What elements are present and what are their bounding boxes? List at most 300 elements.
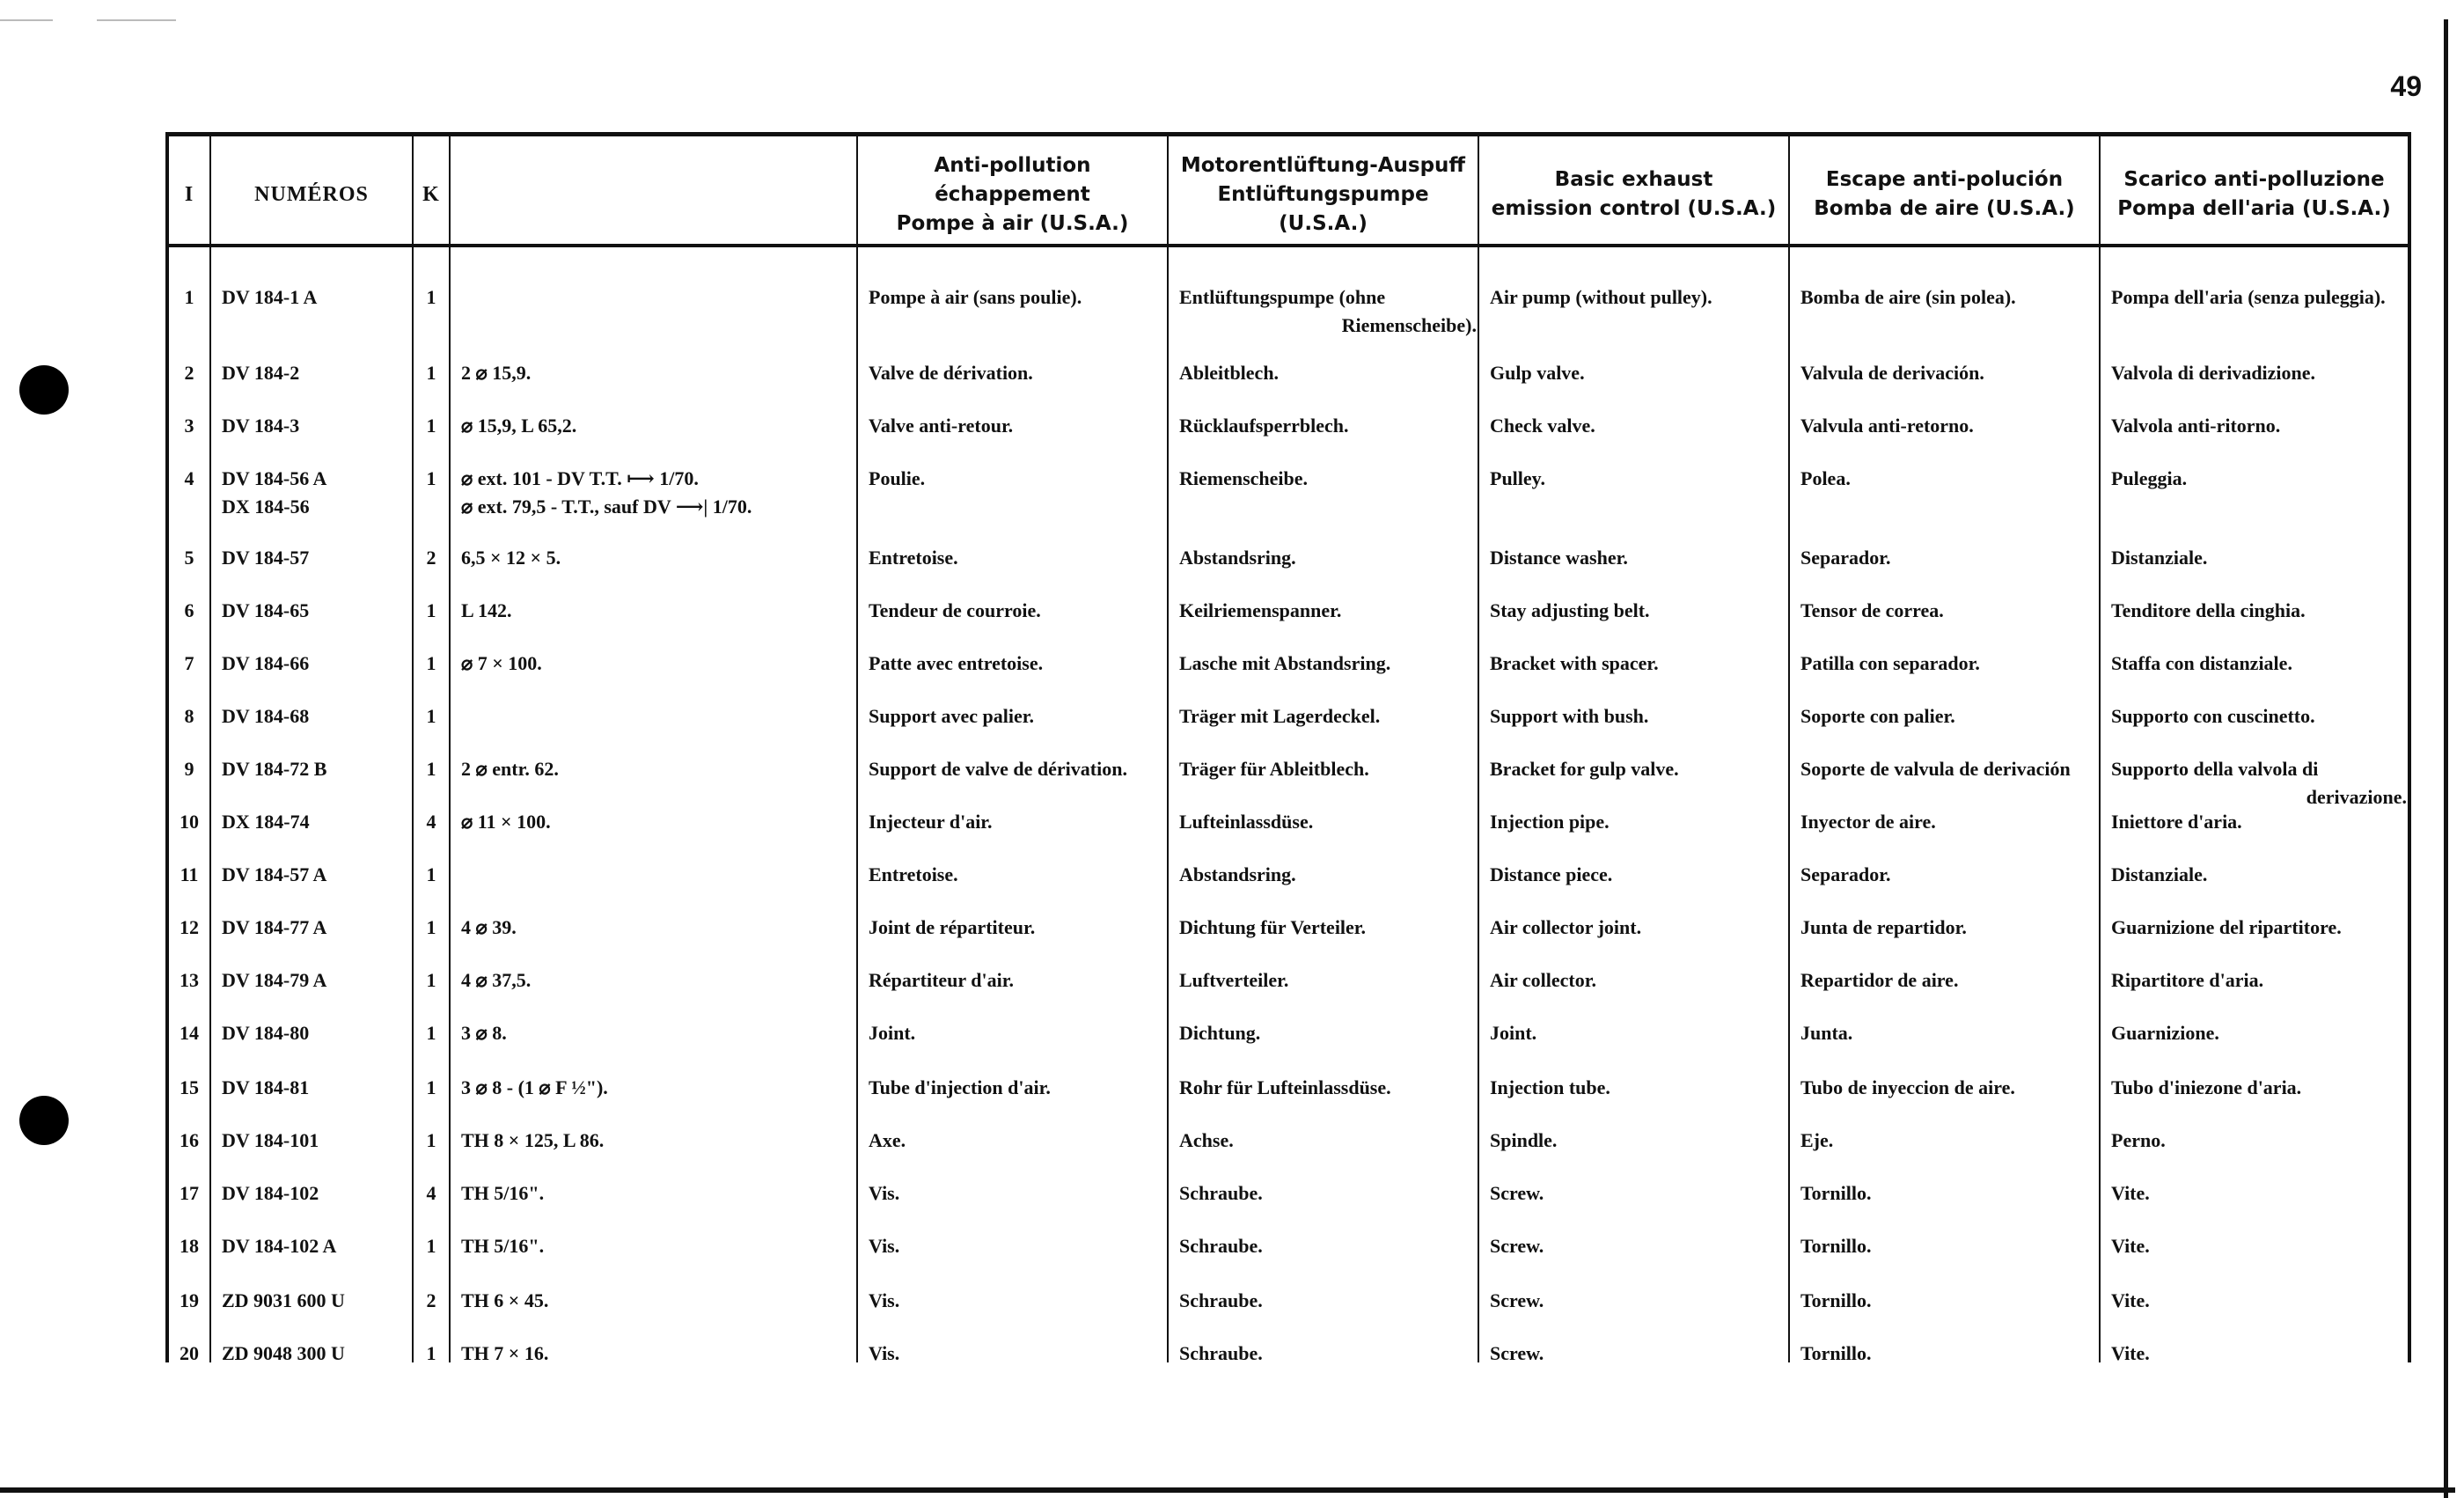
row-german — [1179, 808, 1477, 836]
row-english-text: Pulley. — [1490, 467, 1545, 489]
row-quantity — [414, 544, 449, 572]
row-italian — [2111, 755, 2407, 811]
row-spanish-text: Repartidor de aire. — [1800, 969, 1959, 991]
row-index-text: 7 — [184, 652, 194, 674]
row-part-number — [222, 650, 410, 678]
row-index — [169, 808, 209, 836]
row-index — [169, 1340, 209, 1368]
row-part-number — [222, 1340, 410, 1368]
row-quantity-text: 4 — [426, 1182, 436, 1204]
row-italian — [2111, 702, 2407, 731]
page-edge — [2444, 19, 2448, 1498]
row-index-text: 13 — [180, 969, 199, 991]
row-german-text: Rücklaufsperrblech. — [1179, 415, 1349, 437]
row-english — [1490, 1019, 1787, 1047]
row-english-text: Air collector. — [1490, 969, 1596, 991]
row-spanish-text: Separador. — [1800, 863, 1891, 885]
header-index: I — [184, 182, 194, 206]
row-quantity — [414, 1340, 449, 1368]
row-specification — [461, 412, 855, 440]
row-spanish-text: Bomba de aire (sin polea). — [1800, 286, 2016, 308]
row-part-number-text: DV 184-101 — [222, 1129, 319, 1151]
row-index — [169, 1232, 209, 1260]
table-row — [169, 966, 2408, 1016]
row-german-text: Lasche mit Abstandsring. — [1179, 652, 1391, 674]
row-quantity-text: 1 — [426, 1022, 436, 1044]
row-specification-text: 3 ⌀ 8. — [461, 1022, 507, 1044]
header-english: Basic exhaust emission control (U.S.A.) — [1491, 168, 1777, 220]
row-quantity — [414, 1019, 449, 1047]
row-specification-text: TH 6 × 45. — [461, 1289, 549, 1311]
row-part-number-text: DV 184-68 — [222, 705, 310, 727]
row-german — [1179, 1340, 1477, 1368]
row-french — [869, 597, 1166, 625]
row-part-number-text: DV 184-80 — [222, 1022, 310, 1044]
row-french — [869, 359, 1166, 387]
row-italian-text: Distanziale. — [2111, 547, 2208, 569]
row-english — [1490, 465, 1787, 493]
row-specification-text: TH 5/16". — [461, 1235, 545, 1257]
row-part-number-text: DV 184-3 — [222, 415, 300, 437]
row-spanish — [1800, 755, 2098, 783]
row-spanish — [1800, 1232, 2098, 1260]
row-part-number — [222, 702, 410, 731]
row-french — [869, 914, 1166, 942]
row-specification-text: ⌀ 11 × 100. — [461, 811, 551, 833]
row-italian-text: Vite. — [2111, 1289, 2150, 1311]
row-index-text: 6 — [184, 599, 194, 621]
row-quantity — [414, 1074, 449, 1102]
punch-hole — [19, 1096, 69, 1145]
row-index-text: 15 — [180, 1076, 199, 1098]
row-english — [1490, 544, 1787, 572]
row-german — [1179, 966, 1477, 995]
row-specification-text: 2 ⌀ 15,9. — [461, 362, 532, 384]
row-french — [869, 1287, 1166, 1315]
table-row — [169, 861, 2408, 910]
row-spanish-text: Valvula anti-retorno. — [1800, 415, 1974, 437]
row-french — [869, 861, 1166, 889]
row-english — [1490, 914, 1787, 942]
row-german-text: Schraube. — [1179, 1235, 1263, 1257]
row-quantity-text: 1 — [426, 1235, 436, 1257]
row-specification-text: 6,5 × 12 × 5. — [461, 547, 561, 569]
row-part-number-text: DV 184-72 B — [222, 758, 327, 780]
row-english-text: Joint. — [1490, 1022, 1537, 1044]
row-index-text: 2 — [184, 362, 194, 384]
row-index-text: 4 — [184, 467, 194, 489]
row-part-number-text: DV 184-57 — [222, 547, 310, 569]
row-quantity — [414, 283, 449, 312]
row-italian — [2111, 650, 2407, 678]
row-part-number — [222, 861, 410, 889]
row-spanish-text: Tornillo. — [1800, 1235, 1872, 1257]
row-german-text: Rohr für Lufteinlassdüse. — [1179, 1076, 1391, 1098]
row-english — [1490, 1287, 1787, 1315]
row-french-text: Vis. — [869, 1235, 900, 1257]
row-french — [869, 1179, 1166, 1208]
row-index-text: 1 — [184, 286, 194, 308]
table-row — [169, 1019, 2408, 1068]
row-italian — [2111, 1340, 2407, 1368]
row-italian-continuation: derivazione. — [2306, 786, 2407, 808]
row-part-number-text: DV 184-1 A — [222, 286, 318, 308]
row-french — [869, 1019, 1166, 1047]
row-specification-text: 3 ⌀ 8 - (1 ⌀ F ½"). — [461, 1076, 608, 1098]
table-row — [169, 808, 2408, 857]
row-italian — [2111, 1074, 2407, 1102]
row-english — [1490, 1179, 1787, 1208]
row-spanish-text: Polea. — [1800, 467, 1851, 489]
row-quantity-text: 1 — [426, 969, 436, 991]
row-french-text: Répartiteur d'air. — [869, 969, 1014, 991]
row-specification — [461, 597, 855, 625]
row-german-text: Dichtung für Verteiler. — [1179, 916, 1367, 938]
row-english — [1490, 1340, 1787, 1368]
row-spanish — [1800, 359, 2098, 387]
row-part-number-text: DV 184-81 — [222, 1076, 310, 1098]
row-quantity-text: 1 — [426, 599, 436, 621]
row-spanish — [1800, 702, 2098, 731]
row-part-number — [222, 966, 410, 995]
row-spanish — [1800, 544, 2098, 572]
row-index-text: 20 — [180, 1342, 199, 1364]
row-german-text: Entlüftungspumpe (ohne — [1179, 286, 1386, 308]
row-index — [169, 861, 209, 889]
row-quantity-text: 1 — [426, 652, 436, 674]
row-index-text: 9 — [184, 758, 194, 780]
row-index — [169, 1127, 209, 1155]
page-number: 49 — [2390, 70, 2422, 102]
row-index-text: 12 — [180, 916, 199, 938]
row-part-number — [222, 914, 410, 942]
row-index — [169, 412, 209, 440]
row-french-text: Injecteur d'air. — [869, 811, 993, 833]
row-index — [169, 359, 209, 387]
row-italian — [2111, 412, 2407, 440]
row-quantity-text: 2 — [426, 1289, 436, 1311]
row-part-number — [222, 544, 410, 572]
row-specification — [461, 755, 855, 783]
row-german — [1179, 650, 1477, 678]
row-spanish — [1800, 283, 2098, 312]
row-part-number-text: DV 184-102 A — [222, 1235, 337, 1257]
row-spanish-text: Separador. — [1800, 547, 1891, 569]
table-row — [169, 755, 2408, 808]
row-italian — [2111, 1179, 2407, 1208]
header-spanish: Escape anti-polución Bomba de aire (U.S.A.) — [1814, 168, 2075, 220]
row-german-text: Achse. — [1179, 1129, 1234, 1151]
row-english — [1490, 597, 1787, 625]
row-french — [869, 1232, 1166, 1260]
row-spanish-text: Patilla con separador. — [1800, 652, 1980, 674]
row-quantity — [414, 359, 449, 387]
row-german-text: Abstandsring. — [1179, 547, 1296, 569]
row-french-text: Entretoise. — [869, 547, 958, 569]
row-quantity-text: 1 — [426, 1076, 436, 1098]
row-index — [169, 650, 209, 678]
row-italian-text: Guarnizione del ripartitore. — [2111, 916, 2342, 938]
row-italian-text: Tubo d'iniezone d'aria. — [2111, 1076, 2302, 1098]
row-index-text: 19 — [180, 1289, 199, 1311]
table-row — [169, 412, 2408, 461]
row-specification — [461, 465, 855, 521]
header-french: Anti-pollution échappement Pompe à air (U.S.A.) — [896, 153, 1129, 235]
row-part-number — [222, 597, 410, 625]
row-english — [1490, 1074, 1787, 1102]
row-english — [1490, 755, 1787, 783]
row-french-text: Vis. — [869, 1289, 900, 1311]
row-french-text: Axe. — [869, 1129, 906, 1151]
row-french — [869, 755, 1166, 783]
row-quantity — [414, 702, 449, 731]
row-german-continuation: Riemenscheibe). — [1341, 314, 1477, 336]
row-part-number-text: DV 184-57 A — [222, 863, 327, 885]
row-quantity-text: 1 — [426, 362, 436, 384]
row-german-text: Träger für Ableitblech. — [1179, 758, 1369, 780]
row-italian-text: Supporto con cuscinetto. — [2111, 705, 2315, 727]
row-part-number — [222, 1232, 410, 1260]
row-french — [869, 650, 1166, 678]
row-specification — [461, 1074, 855, 1102]
row-italian — [2111, 861, 2407, 889]
row-index-text: 8 — [184, 705, 194, 727]
row-specification-text: TH 8 × 125, L 86. — [461, 1129, 605, 1151]
row-specification-text: TH 7 × 16. — [461, 1342, 549, 1364]
table-row — [169, 1127, 2408, 1176]
table-row — [169, 283, 2408, 336]
row-part-number-text: DV 184-66 — [222, 652, 310, 674]
row-english-text: Spindle. — [1490, 1129, 1558, 1151]
row-english — [1490, 359, 1787, 387]
row-part-number — [222, 412, 410, 440]
row-specification — [461, 1287, 855, 1315]
row-quantity-text: 4 — [426, 811, 436, 833]
row-quantity — [414, 1287, 449, 1315]
row-italian — [2111, 1232, 2407, 1260]
row-italian-text: Perno. — [2111, 1129, 2166, 1151]
row-quantity-text: 1 — [426, 916, 436, 938]
row-german — [1179, 359, 1477, 387]
row-french — [869, 1127, 1166, 1155]
row-french-text: Tendeur de courroie. — [869, 599, 1041, 621]
row-french-text: Joint de répartiteur. — [869, 916, 1036, 938]
row-german — [1179, 914, 1477, 942]
row-index — [169, 914, 209, 942]
row-spanish — [1800, 597, 2098, 625]
row-german — [1179, 1127, 1477, 1155]
row-english-text: Check valve. — [1490, 415, 1595, 437]
table-row — [169, 1179, 2408, 1229]
row-spanish-text: Inyector de aire. — [1800, 811, 1936, 833]
row-index-text: 16 — [180, 1129, 199, 1151]
row-index — [169, 755, 209, 783]
row-quantity — [414, 861, 449, 889]
row-french-text: Vis. — [869, 1182, 900, 1204]
row-english-text: Screw. — [1490, 1289, 1544, 1311]
row-french-text: Support de valve de dérivation. — [869, 758, 1127, 780]
row-french-text: Poulie. — [869, 467, 926, 489]
row-german-text: Schraube. — [1179, 1289, 1263, 1311]
row-spanish-text: Valvula de derivación. — [1800, 362, 1984, 384]
row-index-text: 11 — [180, 863, 199, 885]
row-german — [1179, 544, 1477, 572]
row-quantity-text: 1 — [426, 286, 436, 308]
row-index — [169, 702, 209, 731]
row-english-text: Gulp valve. — [1490, 362, 1585, 384]
row-part-number — [222, 283, 410, 312]
row-english — [1490, 650, 1787, 678]
row-spanish-text: Tornillo. — [1800, 1289, 1872, 1311]
row-part-number — [222, 1127, 410, 1155]
row-italian — [2111, 465, 2407, 493]
row-german — [1179, 755, 1477, 783]
row-german — [1179, 861, 1477, 889]
page-edge — [0, 1487, 2455, 1493]
row-spanish — [1800, 808, 2098, 836]
row-quantity — [414, 465, 449, 493]
header-italian: Scarico anti-polluzione Pompa dell'aria (U.S.A.) — [2117, 168, 2391, 220]
row-quantity — [414, 1179, 449, 1208]
scan-mark — [0, 19, 53, 21]
row-index — [169, 1019, 209, 1047]
row-english — [1490, 1127, 1787, 1155]
header-german: Motorentlüftung-Auspuff Entlüftungspumpe (U.S.A.) — [1180, 153, 1466, 235]
row-part-number-text: DV 184-56 A DX 184-56 — [222, 467, 327, 518]
row-italian-text: Valvola di derivadizione. — [2111, 362, 2316, 384]
row-index — [169, 465, 209, 493]
row-english-text: Injection pipe. — [1490, 811, 1610, 833]
row-specification — [461, 914, 855, 942]
row-index — [169, 1287, 209, 1315]
row-german — [1179, 412, 1477, 440]
row-part-number — [222, 808, 410, 836]
row-part-number-text: DV 184-65 — [222, 599, 310, 621]
row-french — [869, 412, 1166, 440]
row-quantity-text: 1 — [426, 1342, 436, 1364]
row-spanish — [1800, 1179, 2098, 1208]
row-french — [869, 1074, 1166, 1102]
row-italian-text: Vite. — [2111, 1235, 2150, 1257]
row-german-text: Träger mit Lagerdeckel. — [1179, 705, 1381, 727]
row-english-text: Bracket for gulp valve. — [1490, 758, 1679, 780]
table-row — [169, 914, 2408, 963]
row-specification — [461, 1340, 855, 1368]
row-part-number-text: DV 184-79 A — [222, 969, 327, 991]
row-specification — [461, 544, 855, 572]
row-spanish-text: Tornillo. — [1800, 1182, 1872, 1204]
row-italian-text: Puleggia. — [2111, 467, 2188, 489]
row-italian — [2111, 1127, 2407, 1155]
row-french — [869, 808, 1166, 836]
row-part-number-text: DX 184-74 — [222, 811, 310, 833]
row-german — [1179, 1179, 1477, 1208]
row-german — [1179, 1019, 1477, 1047]
row-german — [1179, 597, 1477, 625]
row-part-number — [222, 465, 410, 521]
row-index-text: 10 — [180, 811, 199, 833]
row-german — [1179, 1287, 1477, 1315]
row-part-number-text: ZD 9048 300 U — [222, 1342, 345, 1364]
row-specification — [461, 1127, 855, 1155]
row-specification — [461, 1179, 855, 1208]
row-german-text: Luftverteiler. — [1179, 969, 1289, 991]
row-spanish-text: Soporte con palier. — [1800, 705, 1955, 727]
row-quantity-text: 1 — [426, 467, 436, 489]
row-english-text: Screw. — [1490, 1235, 1544, 1257]
row-english-text: Screw. — [1490, 1182, 1544, 1204]
row-english — [1490, 966, 1787, 995]
row-english — [1490, 702, 1787, 731]
row-italian — [2111, 966, 2407, 995]
row-english-text: Screw. — [1490, 1342, 1544, 1364]
row-part-number — [222, 1074, 410, 1102]
row-index-text: 14 — [180, 1022, 199, 1044]
row-spanish-text: Tubo de inyeccion de aire. — [1800, 1076, 2015, 1098]
row-quantity-text: 1 — [426, 863, 436, 885]
row-spanish-text: Junta. — [1800, 1022, 1853, 1044]
row-specification — [461, 359, 855, 387]
table-row — [169, 1074, 2408, 1123]
row-index — [169, 966, 209, 995]
row-french-text: Entretoise. — [869, 863, 958, 885]
row-specification — [461, 650, 855, 678]
row-english-text: Distance piece. — [1490, 863, 1613, 885]
row-french-text: Valve anti-retour. — [869, 415, 1014, 437]
row-quantity-text: 1 — [426, 705, 436, 727]
row-part-number — [222, 1287, 410, 1315]
header-k: K — [422, 182, 440, 206]
row-english — [1490, 1232, 1787, 1260]
row-part-number — [222, 755, 410, 783]
row-specification-text: 2 ⌀ entr. 62. — [461, 758, 559, 780]
row-specification — [461, 966, 855, 995]
row-french-text: Joint. — [869, 1022, 916, 1044]
row-french-text: Pompe à air (sans poulie). — [869, 286, 1082, 308]
row-index — [169, 283, 209, 312]
row-index — [169, 544, 209, 572]
table-row — [169, 702, 2408, 752]
table-row — [169, 1340, 2408, 1389]
row-part-number-text: DV 184-2 — [222, 362, 300, 384]
row-spanish — [1800, 412, 2098, 440]
row-specification-text: ⌀ 15,9, L 65,2. — [461, 415, 577, 437]
row-index — [169, 597, 209, 625]
row-english-text: Injection tube. — [1490, 1076, 1610, 1098]
row-german-text: Keilriemenspanner. — [1179, 599, 1342, 621]
row-quantity — [414, 650, 449, 678]
scan-mark — [97, 19, 176, 21]
row-french-text: Patte avec entretoise. — [869, 652, 1044, 674]
row-german-text: Schraube. — [1179, 1182, 1263, 1204]
row-german-text: Abstandsring. — [1179, 863, 1296, 885]
row-spanish — [1800, 465, 2098, 493]
row-spanish-text: Soporte de valvula de derivación — [1800, 758, 2071, 780]
row-italian-text: Staffa con distanziale. — [2111, 652, 2292, 674]
row-english — [1490, 283, 1787, 312]
table-row — [169, 1232, 2408, 1281]
row-quantity — [414, 966, 449, 995]
row-german-text: Riemenscheibe. — [1179, 467, 1309, 489]
row-part-number — [222, 1179, 410, 1208]
row-quantity — [414, 808, 449, 836]
row-english — [1490, 412, 1787, 440]
row-spanish — [1800, 861, 2098, 889]
row-german-text: Ableitblech. — [1179, 362, 1280, 384]
row-spanish — [1800, 1074, 2098, 1102]
row-italian-text: Tenditore della cinghia. — [2111, 599, 2306, 621]
row-spanish — [1800, 914, 2098, 942]
